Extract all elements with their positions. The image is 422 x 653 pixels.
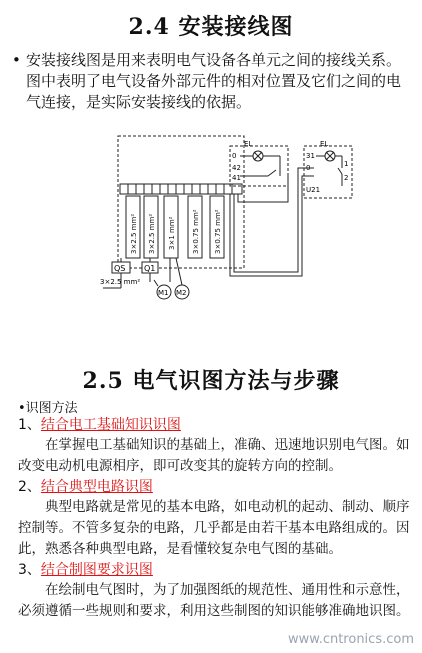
method-item-3-text: 在绘制电气图时，为了加强图纸的规范性、通用性和示意性，必须遵循一些规则和要求，利用这些制图的知识能够准确地识图。 bbox=[18, 582, 410, 619]
q1-label: Q1 bbox=[144, 264, 156, 273]
node-41: 41 bbox=[232, 174, 241, 182]
wire-label-4: 3×0.75 mm² bbox=[192, 209, 200, 254]
method-item-1-num: 1、 bbox=[18, 417, 41, 433]
wire-label-5: 3×0.75 mm² bbox=[214, 209, 222, 254]
el2-label: EL bbox=[320, 140, 329, 148]
section-title-2-4: 2.4 安装接线图 bbox=[128, 14, 294, 40]
intro-paragraph bbox=[12, 50, 406, 113]
method-list bbox=[18, 415, 414, 622]
node-42: 42 bbox=[232, 164, 241, 172]
intro-text: 安装接线图是用来表明电气设备各单元之间的接线关系。图中表明了电气设备外部元件的相对位置及它们之间的电气连接，是实际安装接线的依据。 bbox=[26, 51, 402, 111]
supply-label: 3×2.5 mm² bbox=[100, 278, 141, 286]
bullet-marker: • bbox=[12, 51, 21, 69]
node-1: 1 bbox=[344, 160, 349, 168]
node-31: 31 bbox=[306, 152, 315, 160]
method-item-2-heading bbox=[18, 477, 414, 497]
el1-label: EL bbox=[244, 140, 253, 148]
wire-label-1: 3×2.5 mm² bbox=[130, 213, 138, 254]
method-item-1-text: 在掌握电工基础知识的基础上，准确、迅速地识别电气图。如改变电动机电源相序，即可改变其的旋转方向的控制。 bbox=[18, 437, 410, 474]
installation-wiring-diagram bbox=[98, 132, 358, 308]
m1-label: M1 bbox=[158, 289, 169, 297]
method-item-3-heading bbox=[18, 560, 414, 580]
method-item-3-title: 结合制图要求识图 bbox=[40, 562, 153, 578]
method-item-1-title: 结合电工基础知识识图 bbox=[40, 417, 181, 433]
qs-label: QS bbox=[114, 264, 126, 273]
wire-label-3: 3×1 mm² bbox=[168, 216, 176, 250]
method-subtitle: •识图方法 bbox=[18, 401, 78, 416]
method-item-1-heading bbox=[18, 415, 414, 435]
node-0b: 0 bbox=[306, 164, 311, 172]
section-title-2-5: 2.5 电气识图方法与步骤 bbox=[82, 368, 340, 394]
method-item-2-title: 结合典型电路识图 bbox=[40, 479, 153, 495]
m2-label: M2 bbox=[176, 289, 187, 297]
node-2: 2 bbox=[344, 174, 349, 182]
watermark: www.cntronics.com bbox=[287, 632, 414, 647]
lamp-wires bbox=[230, 168, 314, 276]
node-0: 0 bbox=[232, 152, 237, 160]
method-item-2-num: 2、 bbox=[18, 479, 41, 495]
method-item-2-text: 典型电路就是常见的基本电路，如电动机的起动、制动、顺序控制等。不管多复杂的电路，几乎都是由若干基本电路组成的。因此，熟悉各种典型电路，是看懂较复杂电气图的基础。 bbox=[18, 499, 410, 557]
method-item-3-num: 3、 bbox=[18, 562, 41, 578]
terminal-strip bbox=[120, 184, 242, 194]
node-u21: U21 bbox=[306, 186, 321, 194]
wire-label-2: 3×2.5 mm² bbox=[148, 213, 156, 254]
